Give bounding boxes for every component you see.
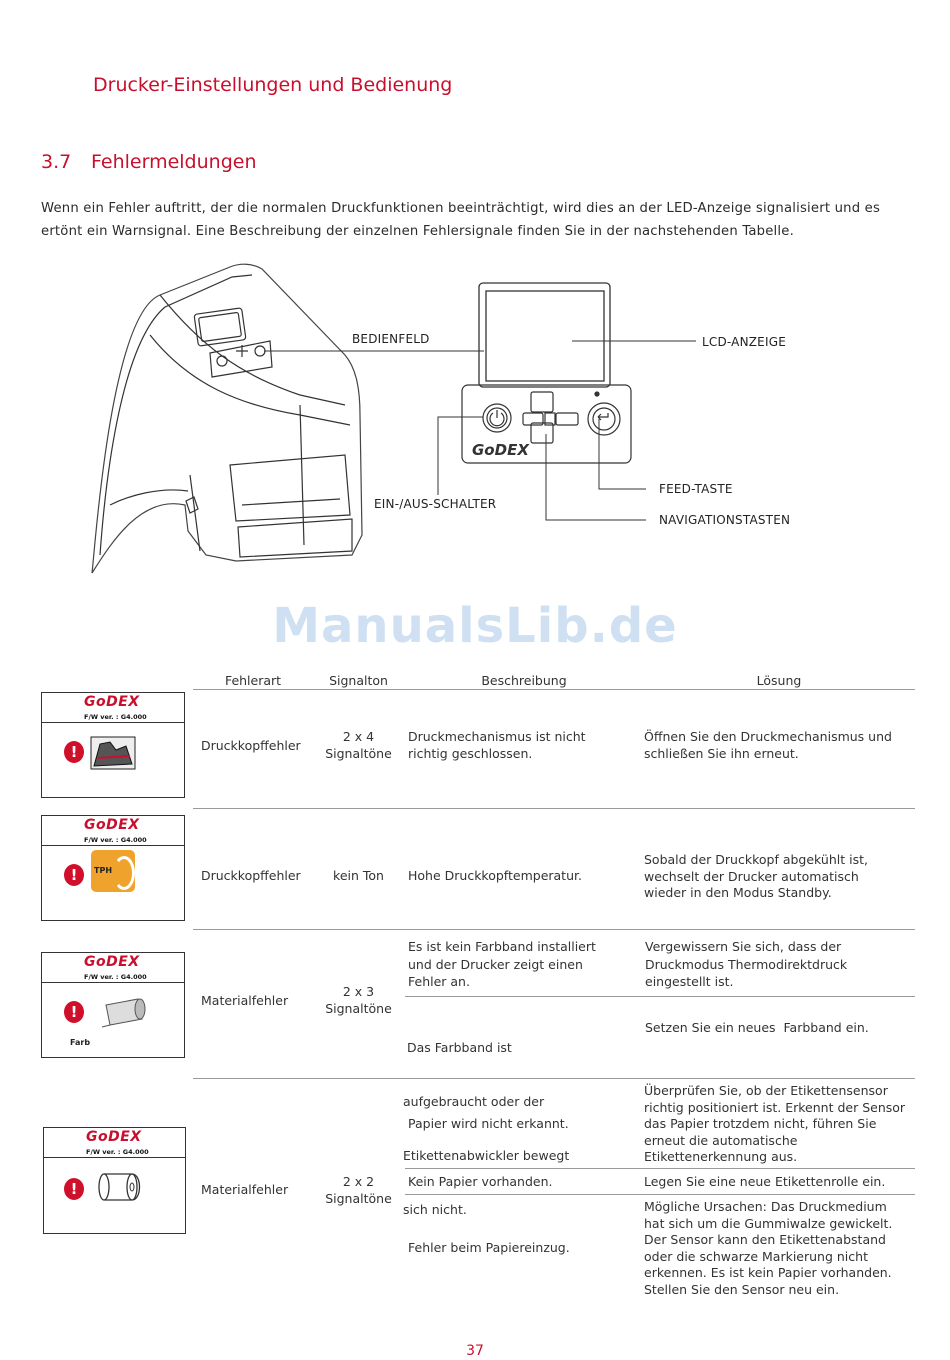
lcd-divider (44, 1157, 185, 1158)
row1-description (408, 729, 586, 762)
label-feed-taste: FEED-TASTE (659, 482, 733, 496)
lcd-divider (42, 722, 184, 723)
row4-description-a: Papier wird nicht erkannt. (408, 1116, 569, 1131)
sol-line: Öffnen Sie den Druckmechanismus und (644, 729, 892, 744)
table-rule (193, 808, 915, 809)
signal-line: 2 x 4 (342, 729, 375, 744)
lcd-firmware: F/W ver. : G4.000 (84, 713, 147, 721)
row3-type: Materialfehler (201, 993, 289, 1008)
row2-type: Druckkopffehler (201, 868, 301, 883)
sol-line: wechselt der Drucker automatisch (644, 868, 859, 884)
row1-solution (644, 729, 892, 762)
label-lcd-anzeige: LCD-ANZEIGE (702, 335, 786, 349)
lcd-brand: GoDEX (86, 1129, 142, 1145)
desc-line: Druckmechanismus ist nicht (408, 729, 586, 744)
header-loesung: Lösung (756, 673, 802, 688)
printer-illustration (92, 264, 362, 573)
lcd-firmware: F/W ver. : G4.000 (86, 1148, 149, 1156)
row4-type: Materialfehler (201, 1182, 289, 1197)
warning-icon: ! (64, 1178, 84, 1200)
sol-line: Druckmodus Thermodirektdruck (645, 956, 848, 972)
desc-line: aufgebraucht oder der (403, 1094, 545, 1109)
warning-icon: ! (64, 864, 84, 886)
signal-line: Signaltöne (325, 745, 392, 761)
lcd-screen-paper (43, 1127, 186, 1234)
row4-signal (312, 1174, 405, 1207)
row4-solution-c (644, 1199, 892, 1298)
row4-solution-a (644, 1083, 905, 1166)
sol-line: erneut die automatische (644, 1132, 798, 1148)
page-number: 37 (466, 1343, 484, 1359)
row3-signal (312, 984, 405, 1017)
desc-line: Fehler an. (408, 974, 470, 989)
sol-line: Sobald der Druckkopf abgekühlt ist, (644, 852, 868, 867)
sol-line: Mögliche Ursachen: Das Druckmedium (644, 1199, 887, 1214)
row3-solution-b: Setzen Sie ein neues Farbband ein. (645, 1020, 869, 1035)
desc-line: Etikettenabwickler bewegt (403, 1148, 570, 1163)
signal-line: Signaltöne (325, 1190, 392, 1206)
sol-line: Überprüfen Sie, ob der Etikettensensor (644, 1083, 888, 1098)
desc-line: und der Drucker zeigt einen (408, 956, 583, 972)
desc-line: Das Farbband ist (403, 1040, 512, 1055)
lcd-divider (42, 982, 184, 983)
lcd-screen-printhead-open (41, 692, 185, 798)
sol-line: Stellen Sie den Sensor neu ein. (644, 1281, 840, 1297)
sol-line: eingestellt ist. (645, 974, 734, 989)
row4-description-c: Fehler beim Papiereinzug. (408, 1240, 570, 1255)
thermo-arc (113, 856, 135, 890)
table-rule (405, 996, 915, 997)
row1-signal (312, 729, 405, 762)
row2-description: Hohe Druckkopftemperatur. (408, 868, 582, 883)
row2-signal: kein Ton (333, 868, 384, 883)
tph-temperature-icon (91, 850, 135, 892)
sol-line: hat sich um die Gummiwalze gewickelt. (644, 1215, 893, 1231)
sol-line: oder die schwarze Markierung nicht (644, 1248, 868, 1264)
tph-label: TPH (94, 866, 113, 875)
warning-icon: ! (64, 741, 84, 763)
row4-solution-b: Legen Sie eine neue Etikettenrolle ein. (644, 1174, 886, 1189)
ribbon-roll-icon (98, 997, 148, 1029)
row3-solution-a (645, 938, 847, 991)
intro-line: Wenn ein Fehler auftritt, der die normalen Druckfunktionen beeinträchtigt, wird dies an der LED-Anzeige signalisiert und es (41, 201, 881, 216)
desc-line: Es ist kein Farbband installiert (408, 939, 596, 954)
label-navigationstasten: NAVIGATIONSTASTEN (659, 513, 791, 527)
intro-line: ertönt ein Warnsignal. Eine Beschreibung der einzelnen Fehlersignale finden Sie in der nachstehenden Tabelle. (41, 224, 794, 239)
printer-diagram (0, 255, 950, 585)
sol-line: Der Sensor kann den Etikettenabstand (644, 1232, 886, 1247)
printhead-icon (90, 736, 136, 770)
lcd-divider (42, 845, 184, 846)
section-title: Fehlermeldungen (91, 151, 257, 173)
lcd-brand: GoDEX (84, 817, 140, 833)
lcd-screen-ribbon (41, 952, 185, 1058)
lcd-brand: GoDEX (84, 954, 140, 970)
godex-logo: GoDEX (472, 441, 529, 459)
lcd-firmware: F/W ver. : G4.000 (84, 973, 147, 981)
sol-line: richtig positioniert ist. Erkennt der Sensor (644, 1099, 906, 1115)
row4-description-b: Kein Papier vorhanden. (408, 1174, 553, 1189)
sol-line: erkennen. Es ist kein Papier vorhanden. (644, 1265, 892, 1280)
label-ein-aus-schalter: EIN-/AUS-SCHALTER (374, 497, 497, 511)
sol-line: Etikettenerkennung aus. (644, 1149, 798, 1164)
sol-line: das Papier trotzdem nicht, führen Sie (644, 1116, 877, 1131)
signal-line: Signaltöne (325, 1000, 392, 1016)
intro-paragraph (41, 197, 921, 243)
watermark: ManualsLib.de (272, 598, 678, 654)
header-fehlerart: Fehlerart (224, 673, 282, 688)
row1-type: Druckkopffehler (201, 738, 301, 753)
table-rule (193, 689, 915, 690)
sol-line: wieder in den Modus Standby. (644, 885, 832, 900)
sol-line: schließen Sie ihn erneut. (644, 745, 799, 761)
lcd-detail (479, 283, 696, 387)
desc-line: sich nicht. (403, 1202, 467, 1217)
row2-solution (644, 852, 868, 902)
sol-line: Vergewissern Sie sich, dass der (645, 939, 842, 954)
ribbon-label: Farb (70, 1038, 91, 1047)
header-beschreibung: Beschreibung (481, 673, 567, 688)
label-bedienfeld: BEDIENFELD (352, 332, 430, 346)
signal-line: 2 x 3 (342, 984, 375, 999)
label-roll-icon (98, 1170, 144, 1204)
chapter-title: Drucker-Einstellungen und Bedienung (93, 74, 453, 96)
desc-line: richtig geschlossen. (408, 745, 533, 761)
warning-icon: ! (64, 1001, 84, 1023)
lcd-firmware: F/W ver. : G4.000 (84, 836, 147, 844)
signal-line: 2 x 2 (342, 1174, 375, 1189)
section-number: 3.7 (41, 151, 72, 173)
header-signalton: Signalton (329, 673, 388, 688)
row3-description-a (408, 938, 596, 991)
table-rule (193, 929, 915, 930)
lcd-screen-tph-temp (41, 815, 185, 921)
lcd-brand: GoDEX (84, 694, 140, 710)
